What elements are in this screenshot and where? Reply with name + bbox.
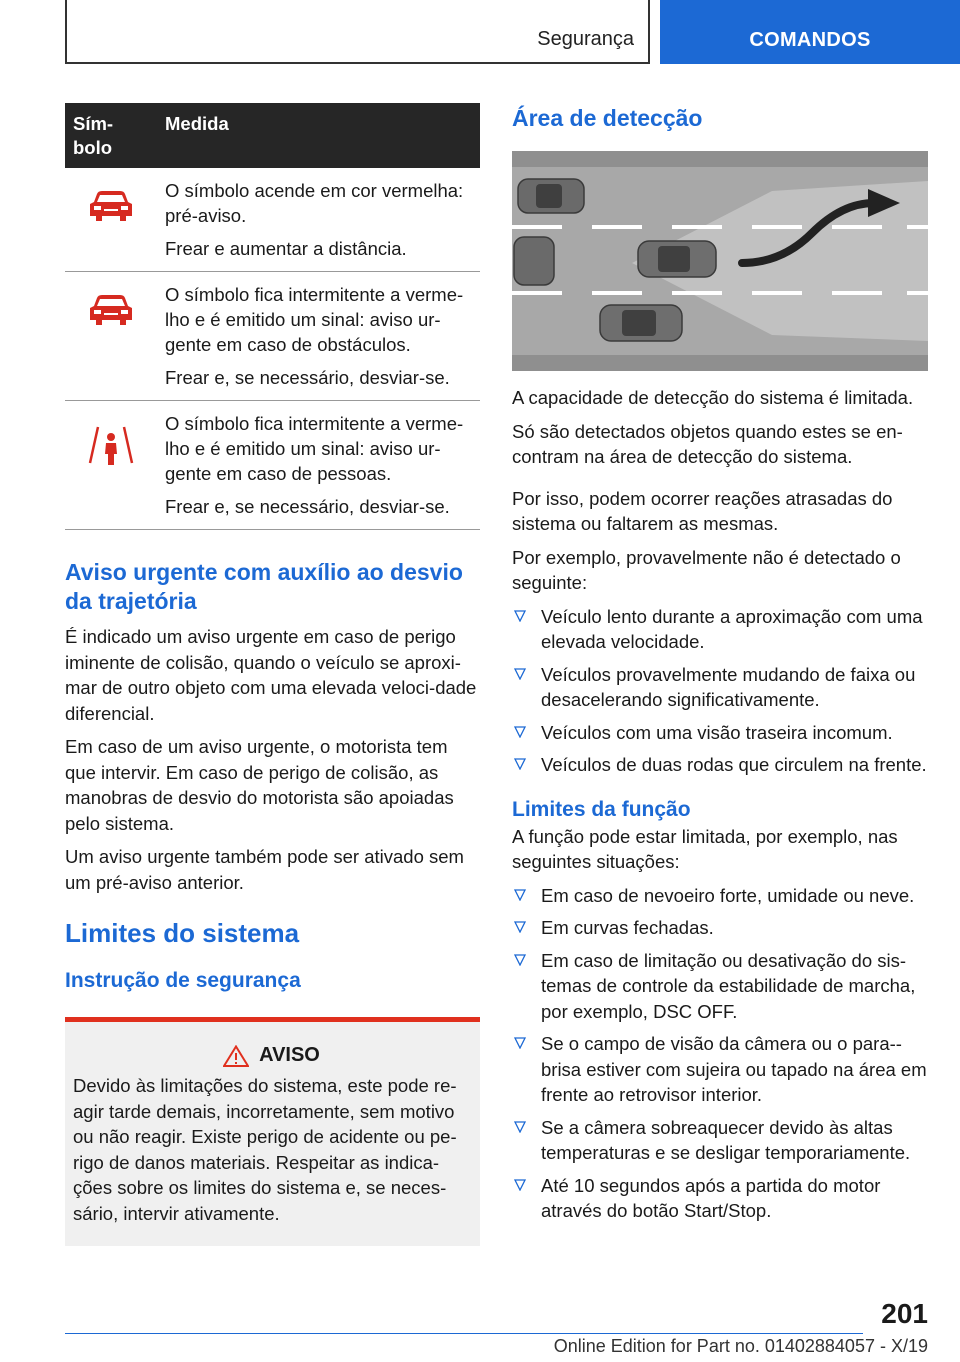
warning-triangle-icon [223,1045,249,1067]
table-row [65,272,480,401]
measure-text: O símbolo fica intermitente a verme-lho e é emitido um sinal: aviso ur-gente em caso de pessoas. [165,413,464,484]
footer-divider [65,1333,863,1334]
car-illustration [600,305,682,341]
warning-box [65,1017,480,1246]
heading-urgent-warning: Aviso urgente com auxílio ao desvio da trajetória [65,559,463,614]
paragraph: Um aviso urgente também pode ser ativado sem um pré-aviso anterior. [65,846,464,893]
chapter-tab-label: COMANDOS [749,29,871,51]
car-illustration [638,241,716,277]
pedestrian-warning-icon [88,423,134,469]
bullet-triangle-icon [514,758,526,770]
table-row [65,168,480,272]
paragraph: É indicado um aviso urgente em caso de perigo iminente de colisão, quando o veículo se aproxi-mar de outro objeto com uma elevada veloci-dade diferencial. [65,626,477,724]
warning-title [73,1044,470,1067]
car-illustration [518,179,584,213]
bullet-triangle-icon [514,726,526,738]
warning-text: Devido às limitações do sistema, este pode re-agir tarde demais, incorretamente, sem motivo ou não reagir. Existe perigo de acidente ou pe-rigo de danos materiais. Respeitar as indica-ções sobre os limites do sistema e, se neces-sário, intervir ativamente. [73,1075,457,1224]
bullet-triangle-icon [514,1179,526,1191]
list-item: Veículos de duas rodas que circulem na frente. [512,752,928,778]
section-title: Segurança [537,28,634,50]
table-header-measure: Medida [157,103,480,168]
heading-system-limits: Limites do sistema [65,918,300,948]
heading-safety-instruction: Instrução de segurança [65,969,301,992]
car-illustration [514,237,554,285]
paragraph: Por exemplo, provavelmente não é detectado o seguinte: [512,546,901,593]
list-item: Veículo lento durante a aproximação com uma elevada velocidade. [512,604,928,655]
measure-text: O símbolo fica intermitente a verme-lho e é emitido um sinal: aviso ur-gente em caso de obstáculos. [165,284,464,355]
table-header-row [65,103,480,168]
header-frame [65,0,650,64]
bullet-triangle-icon [514,954,526,966]
footer-edition: Online Edition for Part no. 01402884057 - X/19 [553,1336,928,1356]
list-item: Em curvas fechadas. [512,915,928,941]
left-column [65,103,480,1246]
bullet-triangle-icon [514,889,526,901]
symbol-cell [65,168,157,272]
warning-label: AVISO [259,1044,320,1066]
measure-cell [157,401,480,530]
measure-text: Frear e, se necessário, desviar-se. [165,496,450,517]
paragraph: A capacidade de detecção do sistema é limitada. [512,387,914,408]
right-column [512,103,928,1231]
list-item: Até 10 segundos após a partida do motor através do botão Start/Stop. [512,1173,928,1224]
table-row [65,401,480,530]
bullet-triangle-icon [514,1121,526,1133]
measure-cell [157,168,480,272]
paragraph: Só são detectados objetos quando estes se en-contram na área de detecção do sistema. [512,420,903,467]
paragraph: Em caso de um aviso urgente, o motorista tem que intervir. Em caso de perigo de colisão, as manobras de desvio do motorista são apoiadas pelo sistema. [65,736,454,834]
car-front-red-icon [88,190,134,222]
measure-text: Frear e aumentar a distância. [165,238,407,259]
symbol-cell [65,272,157,401]
list-item: Veículos com uma visão traseira incomum. [512,720,928,746]
bullet-triangle-icon [514,610,526,622]
car-front-red-icon [88,294,134,326]
bullet-triangle-icon [514,668,526,680]
list-item: Em caso de nevoeiro forte, umidade ou neve. [512,883,928,909]
heading-function-limits: Limites da função [512,797,691,821]
chapter-tab[interactable] [660,0,960,64]
paragraph: Por isso, podem ocorrer reações atrasadas do sistema ou faltarem as mesmas. [512,487,893,534]
symbol-cell [65,401,157,530]
measure-text: O símbolo acende em cor vermelha: pré-aviso. [165,180,464,226]
list-item: Se o campo de visão da câmera ou o para--brisa estiver com sujeira ou tapado na área em frente ao retrovisor interior. [512,1031,928,1108]
paragraph: A função pode estar limitada, por exemplo, nas seguintes situações: [512,825,898,872]
measure-cell [157,272,480,401]
table-header-symbol: Sím- bolo [65,103,157,168]
bullet-triangle-icon [514,921,526,933]
list-item: Em caso de limitação ou desativação do sis-temas de controle da estabilidade de marcha, por exemplo, DSC OFF. [512,948,928,1025]
heading-detection-area: Área de detecção [512,105,703,131]
list-item: Se a câmera sobreaquecer devido às altas temperaturas e se desligar temporariamente. [512,1115,928,1166]
bullet-list [512,883,928,1224]
page-number: 201 [881,1298,928,1329]
bullet-triangle-icon [514,1037,526,1049]
detection-area-illustration [512,151,928,371]
bullet-list [512,604,928,778]
measure-text: Frear e, se necessário, desviar-se. [165,367,450,388]
list-item: Veículos provavelmente mudando de faixa ou desacelerando significativamente. [512,662,928,713]
symbol-table [65,103,480,530]
